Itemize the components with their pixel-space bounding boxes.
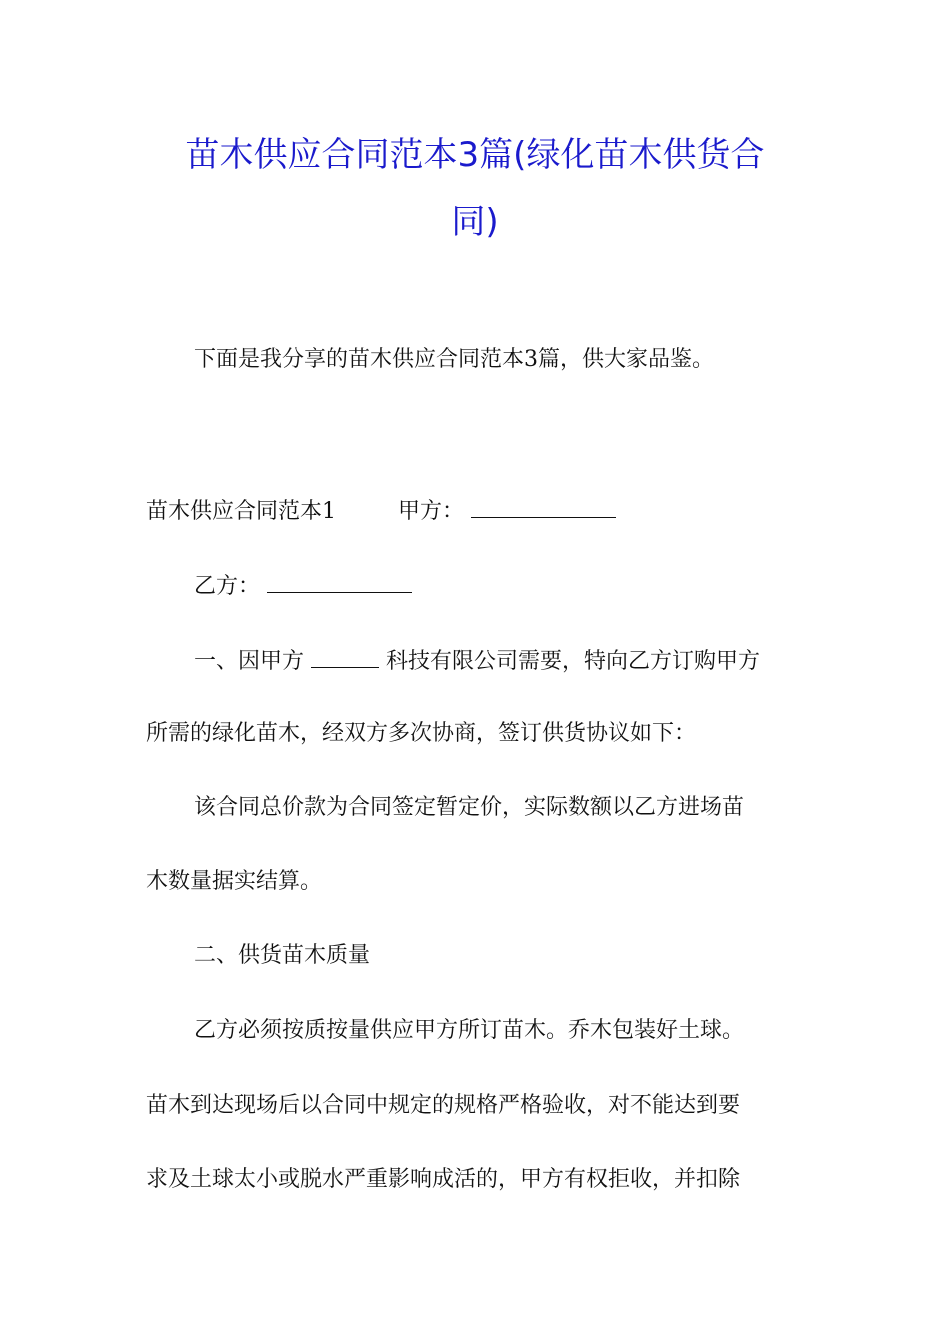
section1-line-2: 所需的绿化苗木，经双方多次协商，签订供货协议如下： xyxy=(146,721,697,746)
section1-text-a: 一、因甲方 xyxy=(194,649,305,674)
document-title-line-2: 同) xyxy=(451,202,499,242)
party-b-blank xyxy=(267,574,412,593)
intro-paragraph: 下面是我分享的苗木供应合同范本3篇，供大家品鉴。 xyxy=(194,347,714,372)
document-title-line-1: 苗木供应合同范本3篇(绿化苗木供货合 xyxy=(185,135,765,175)
party-b-label: 乙方： xyxy=(194,574,261,599)
section2-line-3: 求及土球太小或脱水严重影响成活的，甲方有权拒收，并扣除 xyxy=(146,1167,741,1192)
price-paragraph-line-2: 木数量据实结算。 xyxy=(146,869,323,894)
section1-text-b: 科技有限公司需要，特向乙方订购甲方 xyxy=(386,649,761,674)
party-a-blank xyxy=(471,499,616,518)
company-name-blank xyxy=(311,649,379,668)
section2-heading: 二、供货苗木质量 xyxy=(194,943,371,968)
party-b-row xyxy=(194,574,412,598)
party-a-label: 甲方： xyxy=(398,499,465,524)
section1-line-1 xyxy=(194,649,760,673)
price-paragraph-line-1: 该合同总价款为合同签定暂定价，实际数额以乙方进场苗 xyxy=(194,795,745,820)
contract-heading: 苗木供应合同范本1 xyxy=(146,499,336,524)
contract-heading-row xyxy=(146,499,616,523)
section2-line-2: 苗木到达现场后以合同中规定的规格严格验收，对不能达到要 xyxy=(146,1093,741,1118)
section2-line-1: 乙方必须按质按量供应甲方所订苗木。乔木包装好土球。 xyxy=(194,1018,745,1043)
